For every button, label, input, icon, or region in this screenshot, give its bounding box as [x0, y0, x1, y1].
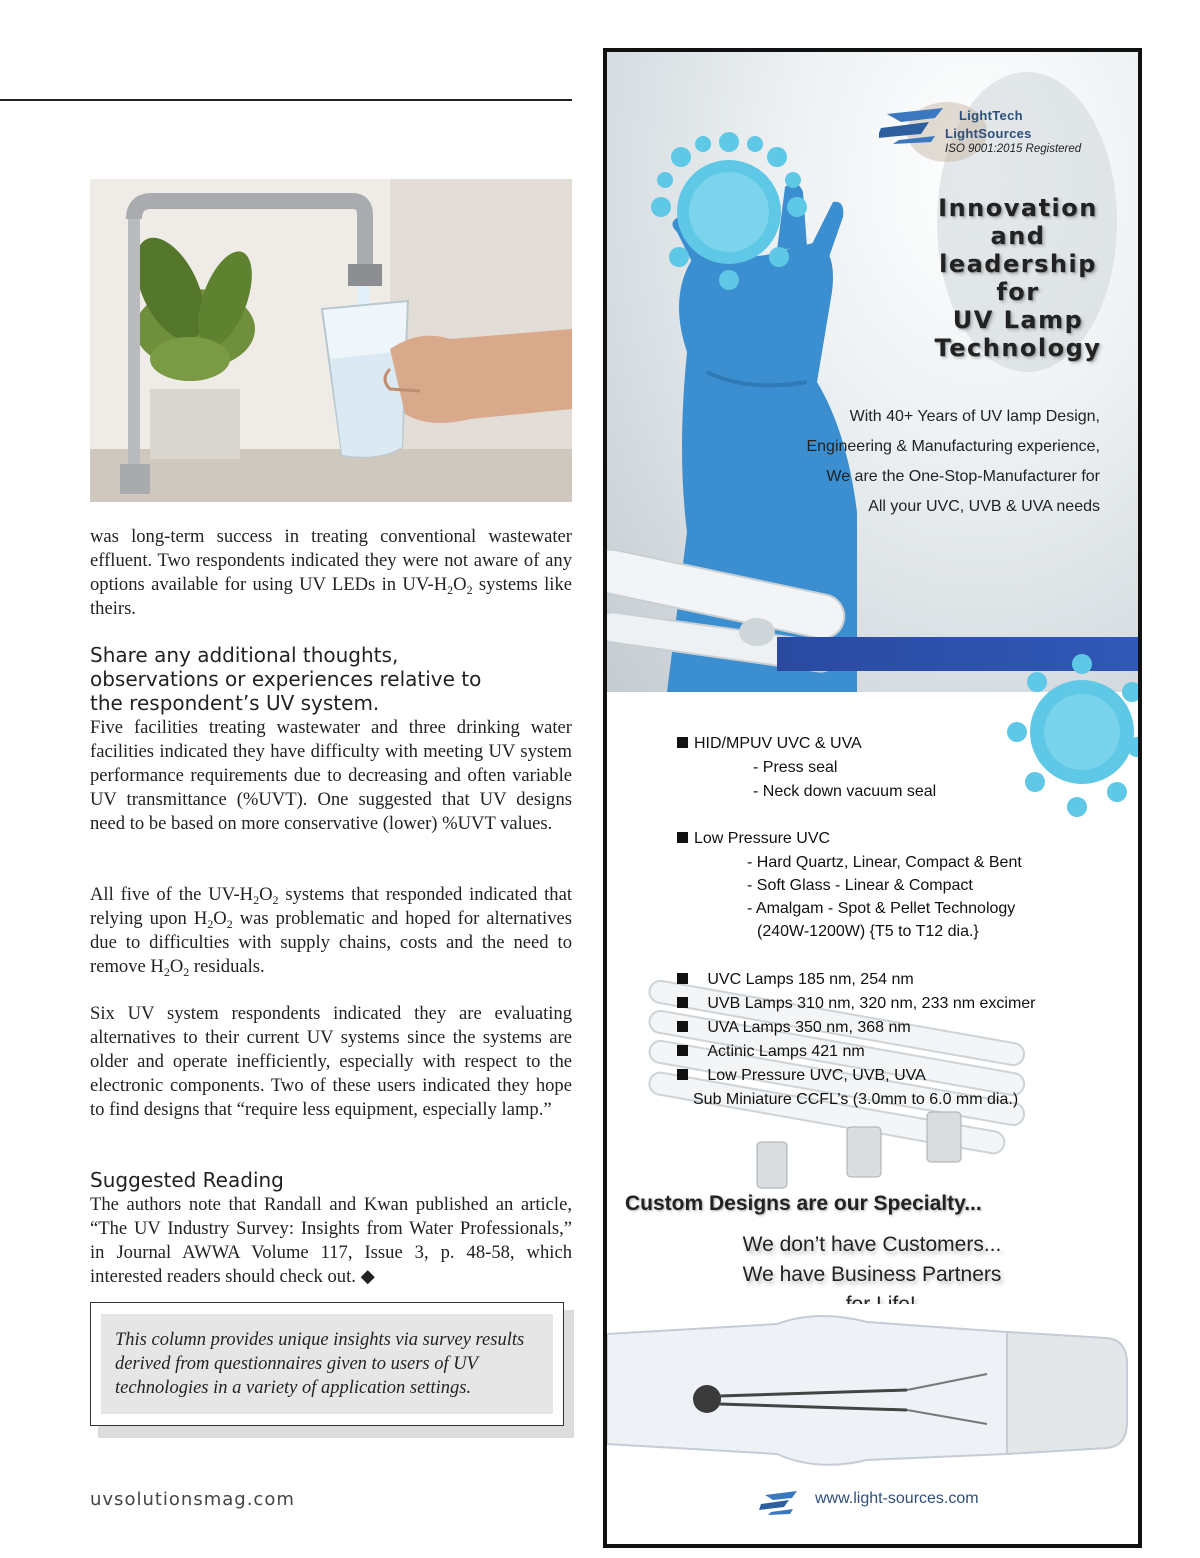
top-rule — [0, 99, 572, 101]
footer-site: uvsolutionsmag.com — [90, 1489, 295, 1510]
hid-lamp-photo — [607, 1304, 1138, 1474]
paragraph-5: The authors note that Randall and Kwan published an article, “The UV Industry Survey: Insights from Water Professionals,” in Journal AWWA Volume 117, Issue 3, p. 48-58, which interested readers should check out. ◆ — [90, 1194, 572, 1287]
paragraph-3: All five of the $UV-H_2O_2$ systems that responded indicated that relying upon $H_2O_2$ was problematic and hoped for alternatives due to difficulties with supply chains, costs and the need to remove $H_2O_2$ residuals. — [90, 884, 572, 979]
feature-group-wavelengths: UVC Lamps 185 nm, 254 nm UVB Lamps 310 nm, 320 nm, 233 nm excimer UVA Lamps 350 nm, 368 nm Actinic Lamps 421 nm Low Pressure UVC, UVB, UVA Sub Miniature CCFL’s (3.0mm to 6.0 mm dia.) — [677, 968, 1036, 1112]
ad-tagline: With 40+ Years of UV lamp Design, Engineering & Manufacturing experience, We are the One-Stop-Manufacturer for All your UVC, UVB & UVA needs — [806, 408, 1100, 515]
lighttech-advertisement — [603, 48, 1142, 1548]
logo-line-2: LightSources — [945, 126, 1032, 141]
column-note-text: This column provides unique insights via survey results derived from questionnaires given to users of UV technologies in a variety of application settings. — [115, 1330, 525, 1398]
virus-illustration — [987, 652, 1138, 822]
paragraph-4: Six UV system respondents indicated they are evaluating alternatives to their current UV systems since the systems are older and operate inefficiently, especially with respect to the electronic components. Two of these users indicated they hope to find designs that “require less equipment, especially lamp.” — [90, 1003, 572, 1120]
bullet-square-icon — [677, 1069, 688, 1080]
end-mark-icon: ◆ — [360, 1266, 375, 1287]
website-link[interactable]: www.light-sources.com — [815, 1490, 979, 1507]
bullet-square-icon — [677, 1045, 688, 1056]
section-heading-suggested-reading: Suggested Reading — [90, 1168, 284, 1192]
feature-group-hid: HID/MPUV UVC & UVA - Press seal - Neck down vacuum seal — [677, 732, 936, 804]
section-heading-additional-thoughts: Share any additional thoughts, observations or experiences relative to the respondent’s UV system. — [90, 643, 482, 715]
bullet-square-icon — [677, 832, 688, 843]
iso-registration: ISO 9001:2015 Registered — [945, 143, 1082, 155]
ad-headline: Innovation and leadership for UV Lamp Technology — [934, 194, 1102, 362]
paragraph-2: Five facilities treating wastewater and three drinking water facilities indicated they have difficulty with meeting UV system performance requirements due to decreasing and often variable UV transmittance (%UVT). One suggested that UV designs need to be based on more conservative (lower) %UVT values. — [90, 717, 572, 834]
bullet-square-icon — [677, 997, 688, 1008]
lighttech-logo — [879, 104, 1109, 160]
website-logo-icon — [759, 1489, 799, 1515]
bullet-square-icon — [677, 973, 688, 984]
paragraph-1: was long-term success in treating conventional wastewater effluent. Two respondents indicated they were not aware of any options available for using UV LEDs in $UV-H_2O_2$ systems like theirs. — [90, 526, 572, 619]
column-note-box — [90, 1302, 574, 1438]
partners-slogan: We don’t have Customers... We have Business Partners — [742, 1233, 1002, 1286]
logo-line-1: LightTech — [959, 108, 1023, 123]
bullet-square-icon — [677, 737, 688, 748]
custom-designs-slogan: Custom Designs are our Specialty... — [625, 1192, 982, 1215]
bullet-square-icon — [677, 1021, 688, 1032]
lighttech-logo-icon — [879, 104, 947, 144]
feature-group-low-pressure: Low Pressure UVC - Hard Quartz, Linear, Compact & Bent - Soft Glass - Linear & Compact - Amalgam - Spot & Pellet Technology (240W-1200W) {T5 to T12 dia.} — [677, 827, 1022, 943]
faucet-photo — [90, 179, 572, 502]
ad-hero-image — [607, 52, 1138, 692]
